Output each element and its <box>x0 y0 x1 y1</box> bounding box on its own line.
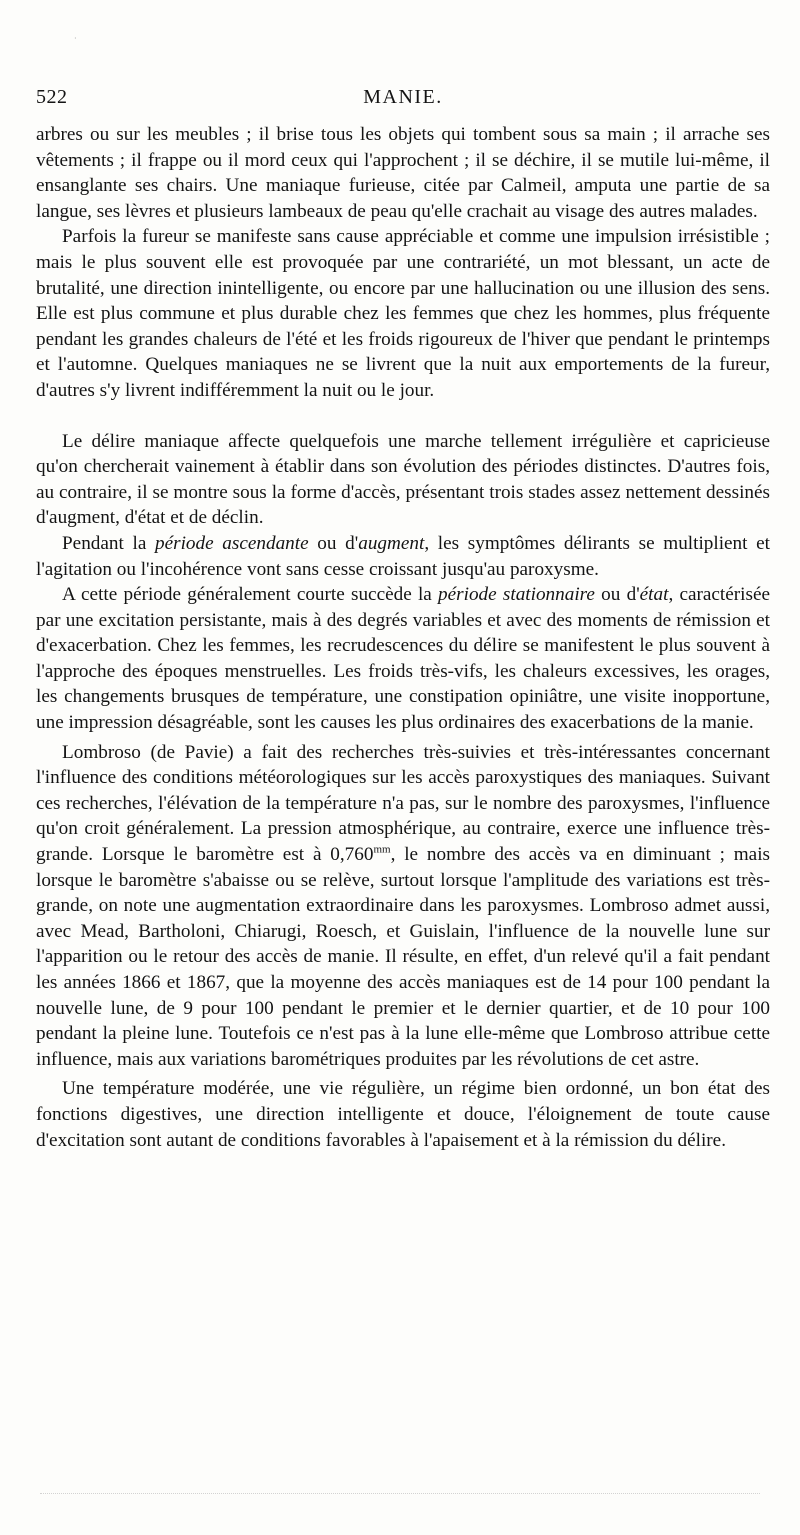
text-run: d' <box>345 532 359 554</box>
emphasis-periode-stationnaire: période stationnaire <box>438 584 595 606</box>
scan-speck: · <box>74 34 77 43</box>
text-run: Pendant la <box>62 532 156 554</box>
text-run: Lombroso (de Pavie) a fait des recherches très-suivies et très-intéressantes concernant l'influence des conditions météorologiques sur les accès paroxystiques des maniaques. Suivant ces recherches, l'élévation de la température n'a pas, sur le nombre des paroxysmes, l'influence qu'on croit généralement. La pression atmosphérique, au contraire, exerce une influence très-grande. Lorsque le baromètre est à 0,760 <box>36 741 770 866</box>
paragraph-6 <box>36 740 770 1073</box>
paragraph-1: arbres ou sur les meubles ; il brise tous les objets qui tombent sous sa main ; il arrache ses vêtements ; il frappe ou il mord ceux qui l'approchent ; il se déchire, il se mutile lui-même, il ensanglante ses chairs. Une maniaque furieuse, citée par Calmeil, amputa une partie de sa langue, ses lèvres et plusieurs lambeaux de peau qu'elle crachait au visage des autres malades. <box>36 124 770 222</box>
paragraph-5 <box>36 582 770 736</box>
text-run: ou <box>308 532 346 554</box>
paragraph-4 <box>36 531 770 582</box>
page-header <box>36 86 770 116</box>
text-run: , les symptômes délirants se multiplient et l'agitation ou l'incohérence vont sans cesse croissant jusqu'au paroxysme. <box>36 532 770 580</box>
unit-superscript: mm <box>373 843 391 856</box>
emphasis-augment: augment <box>358 532 425 554</box>
text-run: , le nombre des accès va en diminuant ; mais lorsque le baromètre s'abaisse ou se relève, surtout lorsque l'amplitude des variations est très-grande, on note une augmentation extraordinaire dans les paroxysmes. Lombroso admet aussi, avec Mead, Bartholoni, Chiarugi, Roesch, et Guislain, l'influence de la nouvelle lune sur l'apparition ou le retour des accès de manie. Il résulte, en effet, d'un relevé qu'il a fait pendant les années 1866 et 1867, que la moyenne des accès maniaques est de 14 pour 100 pendant la nouvelle lune, de 9 pour 100 pendant le premier et le dernier quartier, et de 10 pour 100 pendant la pleine lune. Toutefois ce n'est pas à la lune elle-même que Lombroso attribue cette influence, mais aux variations barométriques produites par les révolutions de cet astre. <box>36 844 771 1070</box>
running-title: MANIE. <box>363 86 443 108</box>
text-run: ou d' <box>594 584 640 606</box>
text-run: , caractérisée par une excitation persistante, mais à des degrés variables et avec des moments de rémission et d'exacerbation. Chez les femmes, les recrudescences du délire se manifestent le plus souvent à l'approche des époques menstruelles. Les froids très-vifs, les chaleurs excessives, les orages, les changements brusques de température, une constipation opiniâtre, une visite inopportune, une impression désagréable, sont les causes les plus ordinaires des exacerbations de la manie. <box>36 584 770 734</box>
text-run: A cette période généralement courte succède la <box>62 584 439 606</box>
emphasis-etat: état <box>639 584 669 606</box>
page-number: 522 <box>36 86 68 108</box>
paragraph-2: Parfois la fureur se manifeste sans cause appréciable et comme une impulsion irrésistible ; mais le plus souvent elle est provoquée par une contrariété, un mot blessant, un acte de brutalité, une direction inintelligente, ou encore par une hallucination ou une illusion des sens. Elle est plus commune et plus durable chez les femmes que chez les hommes, plus fréquente pendant les grandes chaleurs de l'été et les froids rigoureux de l'hiver que pendant le printemps et l'automne. Quelques maniaques ne se livrent que la nuit aux emportements de la fureur, d'autres s'y livrent indifféremment la nuit ou le jour. <box>36 226 770 401</box>
emphasis-periode-ascendante: période ascendante <box>155 532 309 554</box>
paragraph-7: Une température modérée, une vie régulière, un régime bien ordonné, un bon état des fonctions digestives, une direction intelligente et douce, l'éloignement de toute cause d'excitation sont autant de conditions favorables à l'apaisement et à la rémission du délire. <box>36 1078 770 1151</box>
body-text <box>36 122 770 1153</box>
paragraph-3: Le délire maniaque affecte quelquefois une marche tellement irrégulière et capricieuse qu'on chercherait vainement à établir dans son évolution des périodes distinctes. D'autres fois, au contraire, il se montre sous la forme d'accès, présentant trois stades assez nettement dessinés d'augment, d'état et de déclin. <box>36 430 770 529</box>
scan-bleed-through <box>40 1493 760 1500</box>
